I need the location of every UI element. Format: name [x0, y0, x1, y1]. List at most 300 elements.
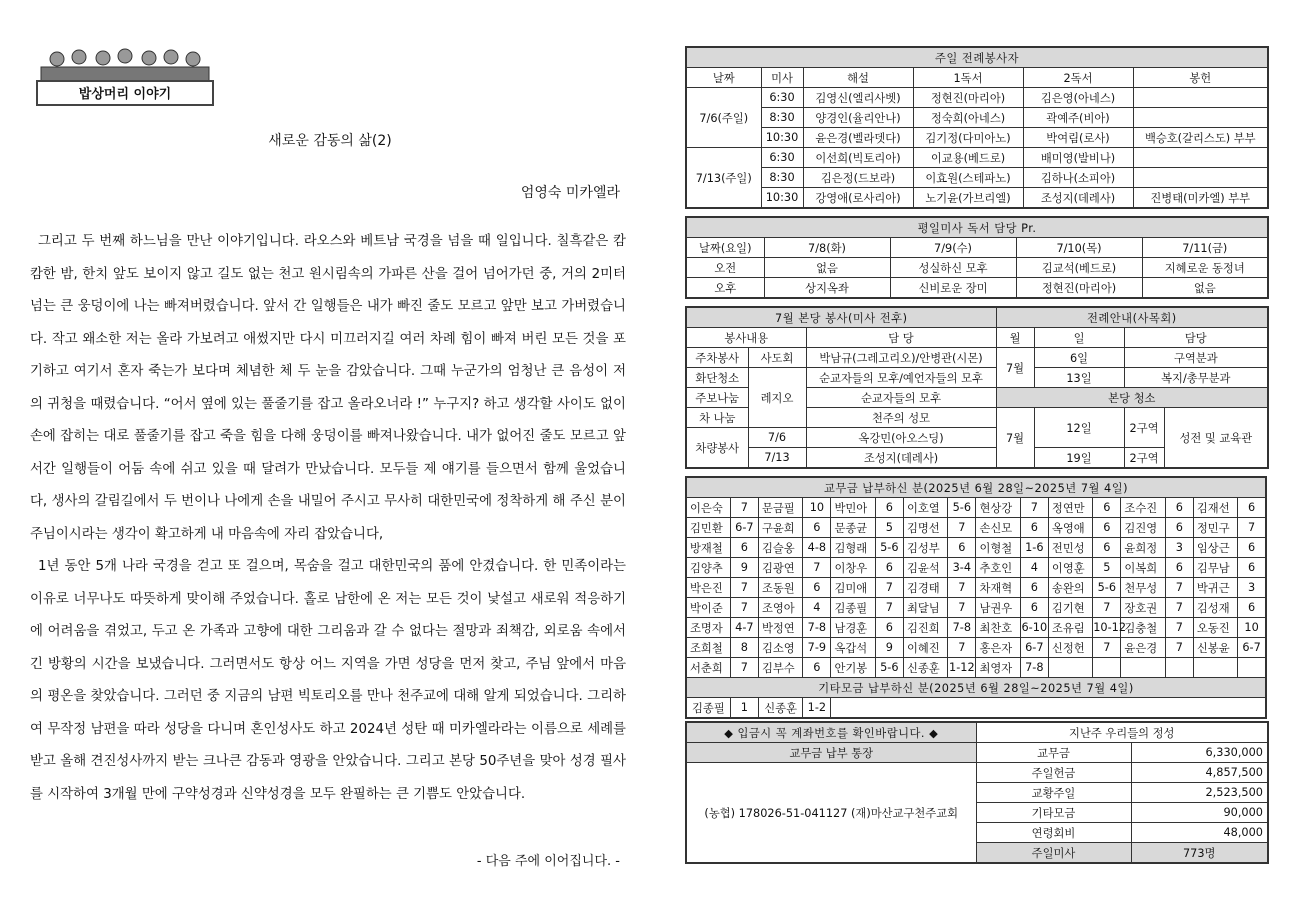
donor-name: 최찬호	[976, 618, 1020, 638]
table-cell: 옥강민(아오스딩)	[806, 428, 996, 448]
table-row	[686, 217, 1268, 238]
donor-name: 김민환	[686, 518, 730, 538]
donor-months: 6	[1165, 558, 1193, 578]
table-row	[686, 348, 1268, 368]
table-cell: 담 당	[806, 328, 996, 348]
table-cell: 12일	[1034, 408, 1124, 448]
donor-months: 10	[1238, 618, 1266, 638]
table-cell: 성실하신 모후	[890, 258, 1016, 278]
table-cell	[1133, 88, 1268, 108]
donor-months: 6	[1165, 498, 1193, 518]
table-cell: 김하나(소피아)	[1023, 168, 1133, 188]
donor-months: 3-4	[948, 558, 976, 578]
table-row	[686, 188, 1268, 209]
donor-months: 7	[1093, 598, 1121, 618]
donor-name: 안기봉	[831, 658, 875, 678]
table-cell: 없음	[764, 258, 890, 278]
donor-name: 오동진	[1193, 618, 1237, 638]
table-cell: 19일	[1034, 448, 1124, 469]
donor-name: 김미애	[831, 578, 875, 598]
table-cell: 6일	[1034, 348, 1124, 368]
table-cell: 2,523,500	[1131, 783, 1268, 803]
donor-name: 장호권	[1121, 598, 1165, 618]
table-cell: 교무금	[976, 743, 1131, 763]
table-row	[686, 128, 1268, 148]
donor-months: 5-6	[875, 538, 903, 558]
liturgy-guide-title: 전례안내(사목회)	[996, 307, 1268, 328]
table-row	[686, 47, 1268, 68]
donor-months: 7	[803, 558, 831, 578]
donor-months: 7-8	[1020, 658, 1048, 678]
table-cell: 2구역	[1124, 448, 1164, 469]
table-row	[686, 307, 1268, 328]
donor-months: 7	[730, 578, 758, 598]
dues-title: 교무금 납부하신 분(2025년 6월 28일~2025년 7월 4일)	[686, 477, 1266, 498]
donor-months: 6-10	[1020, 618, 1048, 638]
bapsang-logo	[35, 45, 215, 107]
donor-months: 5-6	[948, 498, 976, 518]
donor-name: 김경태	[903, 578, 947, 598]
donor-name: 최영자	[976, 658, 1020, 678]
table-cell: 차 나눔	[686, 408, 748, 428]
donor-name: 윤은경	[1121, 638, 1165, 658]
donor-months: 6	[1093, 498, 1121, 518]
donor-name: 박이준	[686, 598, 730, 618]
donor-months	[1165, 658, 1193, 678]
donor-name: 손신모	[976, 518, 1020, 538]
donor-name: 박정연	[758, 618, 802, 638]
table-cell: 복지/총무분과	[1124, 368, 1268, 388]
account-number: (농협) 178026-51-041127 (재)마산교구천주교회	[686, 763, 976, 864]
donor-name: 박민아	[831, 498, 875, 518]
donor-name: 김진희	[903, 618, 947, 638]
table-cell: 신비로운 장미	[890, 278, 1016, 299]
donor-months: 6-7	[1238, 638, 1266, 658]
table-row	[686, 108, 1268, 128]
donor-name: 조희철	[686, 638, 730, 658]
donor-name	[1048, 658, 1092, 678]
donor-months: 5	[875, 518, 903, 538]
table-row	[686, 328, 1268, 348]
table-cell: 주일헌금	[976, 763, 1131, 783]
table-cell: 양경인(율리안나)	[803, 108, 913, 128]
dues-row	[686, 558, 1266, 578]
donor-name: 송완의	[1048, 578, 1092, 598]
table-cell: 773명	[1131, 843, 1268, 864]
cleaning-title: 본당 청소	[996, 388, 1268, 408]
donor-name: 윤희정	[1121, 538, 1165, 558]
donor-name: 정민구	[1193, 518, 1237, 538]
donor-months: 6	[803, 658, 831, 678]
donor-name: 김성재	[1193, 598, 1237, 618]
donor-name	[1193, 658, 1237, 678]
table-row	[686, 722, 1268, 743]
table-cell: 10:30	[761, 188, 803, 209]
table-cell: 8:30	[761, 168, 803, 188]
donor-name: 방재철	[686, 538, 730, 558]
table-cell: 김교석(베드로)	[1016, 258, 1142, 278]
dues-row	[686, 618, 1266, 638]
donor-months: 6	[1238, 538, 1266, 558]
donor-name: 김윤석	[903, 558, 947, 578]
dues-row	[686, 638, 1266, 658]
table-cell: 윤은경(벨라뎃다)	[803, 128, 913, 148]
donor-months: 3	[1165, 538, 1193, 558]
table-cell: 사도회	[748, 348, 806, 368]
donor-months: 7	[730, 658, 758, 678]
donor-name: 천무성	[1121, 578, 1165, 598]
table-cell: 강영애(로사리아)	[803, 188, 913, 209]
table-cell: 기타모금	[976, 803, 1131, 823]
donor-months: 3	[1238, 578, 1266, 598]
table-cell: 백승호(갈리스도) 부부	[1133, 128, 1268, 148]
table-cell: 날짜(요일)	[686, 238, 764, 258]
donor-name: 조동원	[758, 578, 802, 598]
table-cell: 8:30	[761, 108, 803, 128]
table-row	[686, 698, 1266, 719]
table-row	[686, 88, 1268, 108]
table-row	[686, 368, 1268, 388]
donor-months: 7	[1238, 518, 1266, 538]
donor-months: 7	[948, 598, 976, 618]
donor-months: 7	[730, 598, 758, 618]
donor-name: 김종필	[686, 698, 730, 719]
table-cell: 김영신(엘리사벳)	[803, 88, 913, 108]
table-cell: 일	[1034, 328, 1124, 348]
donor-months: 7	[948, 518, 976, 538]
donor-months: 5-6	[1093, 578, 1121, 598]
donor-months: 7-8	[803, 618, 831, 638]
donor-months: 6	[1165, 518, 1193, 538]
table-cell: 정현진(마리아)	[1016, 278, 1142, 299]
donor-name	[1121, 658, 1165, 678]
col-header: 봉헌	[1133, 68, 1268, 88]
table-cell	[1133, 148, 1268, 168]
donor-months: 6	[730, 538, 758, 558]
table-cell: 김은영(아네스)	[1023, 88, 1133, 108]
donor-months: 6	[875, 558, 903, 578]
weekday-readers-title: 평일미사 독서 담당 Pr.	[686, 217, 1268, 238]
donor-months: 7	[875, 598, 903, 618]
donor-name: 남경훈	[831, 618, 875, 638]
donor-months: 6	[1020, 598, 1048, 618]
table-cell: 교황주일	[976, 783, 1131, 803]
donor-name: 신봉윤	[1193, 638, 1237, 658]
donor-name: 김진영	[1121, 518, 1165, 538]
account-label: 교무금 납부 통장	[686, 743, 976, 763]
col-header: 1독서	[913, 68, 1023, 88]
dues-row	[686, 658, 1266, 678]
table-cell: 정숙희(아네스)	[913, 108, 1023, 128]
donor-name: 서춘희	[686, 658, 730, 678]
table-cell: 월	[996, 328, 1034, 348]
dues-row	[686, 538, 1266, 558]
table-cell	[1133, 108, 1268, 128]
table-row	[686, 763, 1268, 783]
donor-name: 홍은자	[976, 638, 1020, 658]
table-cell: 화단청소	[686, 368, 748, 388]
table-cell: 노기윤(가브리엘)	[913, 188, 1023, 209]
donor-name: 김광연	[758, 558, 802, 578]
dues-row	[686, 498, 1266, 518]
donor-months: 7	[1165, 618, 1193, 638]
service-table	[685, 306, 1269, 469]
donor-months: 5	[1093, 558, 1121, 578]
donor-name: 김형래	[831, 538, 875, 558]
donor-months: 7	[948, 638, 976, 658]
date-cell: 7/6(주일)	[686, 88, 761, 148]
donor-months: 6	[875, 498, 903, 518]
donor-months: 6	[1238, 558, 1266, 578]
dues-row	[686, 518, 1266, 538]
table-cell: 7/9(수)	[890, 238, 1016, 258]
donor-months: 7	[1165, 598, 1193, 618]
col-header: 2독서	[1023, 68, 1133, 88]
logo-text: 밥상머리 이야기	[78, 87, 172, 102]
table-cell: 6:30	[761, 148, 803, 168]
donor-name: 조명자	[686, 618, 730, 638]
table-cell: 레지오	[748, 368, 806, 428]
donor-name: 조수진	[1121, 498, 1165, 518]
table-row	[686, 258, 1268, 278]
donor-months: 4-7	[730, 618, 758, 638]
donor-months: 6	[1093, 518, 1121, 538]
donor-months: 6	[803, 578, 831, 598]
table-cell: 오후	[686, 278, 764, 299]
donor-name: 조영아	[758, 598, 802, 618]
donor-months	[1093, 658, 1121, 678]
table-cell: 이교용(베드로)	[913, 148, 1023, 168]
donor-months: 7	[875, 578, 903, 598]
donor-months: 9	[875, 638, 903, 658]
sunday-servers-title: 주일 전례봉사자	[686, 47, 1268, 68]
table-row	[686, 238, 1268, 258]
table-row	[686, 68, 1268, 88]
donor-months: 1-2	[803, 698, 831, 719]
dues-row	[686, 598, 1266, 618]
donor-name: 현상강	[976, 498, 1020, 518]
donor-name: 김재선	[1193, 498, 1237, 518]
donor-name: 남권우	[976, 598, 1020, 618]
donor-name: 김부수	[758, 658, 802, 678]
dues-row	[686, 578, 1266, 598]
table-cell: 곽예주(비아)	[1023, 108, 1133, 128]
table-cell: 천주의 성모	[806, 408, 996, 428]
donor-months: 6	[1093, 538, 1121, 558]
donor-months: 6	[803, 518, 831, 538]
table-cell: 4,857,500	[1131, 763, 1268, 783]
donor-months: 6-7	[1020, 638, 1048, 658]
table-cell: 7월	[996, 408, 1034, 469]
table-cell: 6,330,000	[1131, 743, 1268, 763]
table-cell: 봉사내용	[686, 328, 806, 348]
table-cell: 10:30	[761, 128, 803, 148]
col-header: 날짜	[686, 68, 761, 88]
donor-name: 구윤희	[758, 518, 802, 538]
donor-name: 최달님	[903, 598, 947, 618]
donor-months: 6	[948, 538, 976, 558]
article-author: 엄영숙 미카엘라	[520, 185, 620, 201]
donor-months: 7	[1093, 638, 1121, 658]
donor-name: 김기현	[1048, 598, 1092, 618]
donor-name: 이형철	[976, 538, 1020, 558]
table-cell: 주차봉사	[686, 348, 748, 368]
donor-months: 6	[1020, 578, 1048, 598]
table-cell: 정현진(마리아)	[913, 88, 1023, 108]
donor-months: 10-12	[1093, 618, 1121, 638]
donor-name: 이영훈	[1048, 558, 1092, 578]
continued-note: - 다음 주에 이어집니다. -	[476, 854, 620, 869]
donor-name: 김종필	[831, 598, 875, 618]
table-row	[686, 168, 1268, 188]
table-cell: 7/13	[748, 448, 806, 469]
table-cell: 주일미사	[976, 843, 1131, 864]
donor-name: 이복희	[1121, 558, 1165, 578]
table-cell: 박여림(로사)	[1023, 128, 1133, 148]
donor-months: 5-6	[875, 658, 903, 678]
table-cell: 김은정(드보라)	[803, 168, 913, 188]
table-row	[686, 678, 1266, 698]
donor-months: 7	[948, 578, 976, 598]
table-cell: 박남규(그레고리오)/안병관(시몬)	[806, 348, 996, 368]
table-cell: 상지옥좌	[764, 278, 890, 299]
donor-name: 김슬옹	[758, 538, 802, 558]
donor-months: 1-12	[948, 658, 976, 678]
col-header: 해설	[803, 68, 913, 88]
donor-name: 김성부	[903, 538, 947, 558]
donor-name: 신정헌	[1048, 638, 1092, 658]
other-dues-title: 기타모금 납부하신 분(2025년 6월 28일~2025년 7월 4일)	[686, 678, 1266, 698]
donor-months: 1-6	[1020, 538, 1048, 558]
paragraph: 그리고 두 번째 하느님을 만난 이야기입니다. 라오스와 베트남 국경을 넘을 때 일입니다. 칠흑같은 캄캄한 밤, 한치 앞도 보이지 않고 길도 없는 천고 원시림속의 가파른 산을 걸어 넘어가던 중, 거의 2미터 넘는 큰 웅덩이에 나는 빠져버렸습니다. 앞서 간 일행들은 내가 빠진 줄도 모르고 앞만 보고 가버렸습니다. 작고 왜소한 저는 올라 가보려고 애썼지만 다시 미끄러지길 여러 차례 힘이 빠져 버린 모든 것을 포기하고 여기서 혼자 죽는가 보다며 체념한 체 두 눈을 감았습니다. 그때 누군가의 엄청난 큰 음성이 저의 귀청을 때렸습니다. “어서 옆에 있는 풀줄기를 잡고 올라오너라 !” 누구지? 하고 생각할 사이도 없이 손에 잡히는 대로 풀줄기를 잡고 죽을 힘을 다해 웅덩이를 빠져나왔습니다. 내가 없어진 줄도 모르고 앞서간 일행들이 어둠 속에 쉬고 있을 때 달려가 만났습니다. 모두들 제 얘기를 들으면서 함께 울었습니다, 생사의 갈림길에서 두 번이나 나에게 손을 내밀어 주시고 무사히 대한민국에 정착하게 해 주신 분이 주님이시라는 생각이 확고하게 내 마음속에 자리 잡았습니다,	[30, 234, 626, 542]
account-offerings-table	[685, 721, 1269, 864]
table-cell: 순교자들의 모후/예언자들의 모후	[806, 368, 996, 388]
donor-months: 6-7	[730, 518, 758, 538]
offerings-title: 지난주 우리들의 정성	[976, 722, 1268, 743]
donor-months: 6	[1238, 498, 1266, 518]
donor-months: 7	[730, 498, 758, 518]
table-cell: 오전	[686, 258, 764, 278]
date-cell: 7/13(주일)	[686, 148, 761, 209]
bulletin-tables	[685, 46, 1267, 864]
july-service-title: 7월 본당 봉사(미사 전후)	[686, 307, 996, 328]
table-cell: 주보나눔	[686, 388, 748, 408]
table-cell: 없음	[1142, 278, 1268, 299]
donor-months: 6	[875, 618, 903, 638]
donor-name: 전민성	[1048, 538, 1092, 558]
donor-months: 9	[730, 558, 758, 578]
table-row	[686, 278, 1268, 299]
table-cell: 7/11(금)	[1142, 238, 1268, 258]
donor-name: 조유림	[1048, 618, 1092, 638]
table-cell: 90,000	[1131, 803, 1268, 823]
donor-name: 이은숙	[686, 498, 730, 518]
table-cell: 진병태(미카엘) 부부	[1133, 188, 1268, 209]
donor-months: 7	[1020, 498, 1048, 518]
donor-name: 문금필	[758, 498, 802, 518]
article-body	[30, 226, 626, 811]
sunday-servers-table	[685, 46, 1269, 209]
table-cell: 6:30	[761, 88, 803, 108]
table-cell: 김기정(다미아노)	[913, 128, 1023, 148]
table-row	[686, 743, 1268, 763]
donor-months: 7-9	[803, 638, 831, 658]
donor-months: 4	[1020, 558, 1048, 578]
donor-name: 옥영애	[1048, 518, 1092, 538]
donor-months: 10	[803, 498, 831, 518]
table-cell: 지혜로운 동정녀	[1142, 258, 1268, 278]
donor-name: 김명선	[903, 518, 947, 538]
donor-name: 박은진	[686, 578, 730, 598]
table-cell: 7/8(화)	[764, 238, 890, 258]
donor-months: 6	[1238, 598, 1266, 618]
donor-months: 4-8	[803, 538, 831, 558]
donor-name: 신종훈	[758, 698, 802, 719]
donor-name: 옥갑석	[831, 638, 875, 658]
donor-months: 4	[803, 598, 831, 618]
donor-months: 7	[1165, 638, 1193, 658]
table-cell: 배미영(발비나)	[1023, 148, 1133, 168]
table-cell	[831, 698, 1266, 719]
table-cell: 13일	[1034, 368, 1124, 388]
col-header: 미사	[761, 68, 803, 88]
donor-name: 김소영	[758, 638, 802, 658]
donor-months: 8	[730, 638, 758, 658]
table-cell: 48,000	[1131, 823, 1268, 843]
donor-name: 정연만	[1048, 498, 1092, 518]
donor-name: 추호인	[976, 558, 1020, 578]
table-cell: 7/10(목)	[1016, 238, 1142, 258]
article-title: 새로운 감동의 삶(2)	[268, 133, 392, 149]
donor-name: 차재혁	[976, 578, 1020, 598]
donor-name: 김충철	[1121, 618, 1165, 638]
table-cell: 7월	[996, 348, 1034, 388]
table-row	[686, 477, 1266, 498]
table-cell: 구역분과	[1124, 348, 1268, 368]
paragraph: 1년 동안 5개 나라 국경을 걷고 또 걸으며, 목숨을 걸고 대한민국의 품에 안겼습니다. 한 민족이라는 이유로 너무나도 따뜻하게 맞이해 주었습니다. 홀로 남한에 온 저는 모든 것이 낯설고 새로워 적응하기에 어려움을 겪었고, 두고 온 가족과 고향에 대한 그리움과 갈 수 없다는 절망과 죄책감, 외로움 속에서 긴 방황의 시간을 보냈습니다. 그러면서도 항상 어느 지역을 가면 성당을 먼저 찾고, 주님 앞에서 마음의 평온을 찾았습니다. 그러던 중 지금의 남편 빅토리오를 만나 천주교에 대해 알게 되었습니다. 그리하여 무작정 남편을 따라 성당을 다니며 혼인성사도 하고 2024년 성탄 때 미카엘라라는 이름으로 세례를 받고 올해 견진성사까지 받는 크나큰 감동과 영광을 안았습니다. 그리고 본당 50주년을 맞아 성경 필사를 시작하여 3개월 만에 구약성경과 신약성경을 모두 완필하는 큰 기쁨도 안았습니다.	[30, 559, 626, 802]
table-row	[686, 148, 1268, 168]
weekday-readers-table	[685, 216, 1269, 299]
table-cell: 순교자들의 모후	[806, 388, 996, 408]
donor-months: 1	[730, 698, 758, 719]
donor-name: 문종균	[831, 518, 875, 538]
table-cell: 조성지(데레사)	[806, 448, 996, 469]
donor-months: 7-8	[948, 618, 976, 638]
donor-months: 6	[1020, 518, 1048, 538]
donor-name: 김무남	[1193, 558, 1237, 578]
donor-months: 7	[1165, 578, 1193, 598]
table-cell: 이선희(빅토리아)	[803, 148, 913, 168]
donor-name: 박귀근	[1193, 578, 1237, 598]
table-cell: 차량봉사	[686, 428, 748, 469]
table-cell: 조성지(데레사)	[1023, 188, 1133, 209]
table-cell: 성전 및 교육관	[1164, 408, 1268, 469]
donor-name: 이혜진	[903, 638, 947, 658]
table-cell: 이효원(스테파노)	[913, 168, 1023, 188]
table-cell: 2구역	[1124, 408, 1164, 448]
donor-name: 이창우	[831, 558, 875, 578]
donor-name: 신종훈	[903, 658, 947, 678]
donor-name: 이호열	[903, 498, 947, 518]
table-cell	[1133, 168, 1268, 188]
table-cell: 7/6	[748, 428, 806, 448]
donor-months	[1238, 658, 1266, 678]
donor-name: 임상근	[1193, 538, 1237, 558]
donor-name: 김양추	[686, 558, 730, 578]
dues-table	[685, 476, 1267, 719]
account-notice: ◆ 입금시 꼭 계좌번호를 확인바랍니다. ◆	[686, 722, 976, 743]
table-cell: 담당	[1124, 328, 1268, 348]
